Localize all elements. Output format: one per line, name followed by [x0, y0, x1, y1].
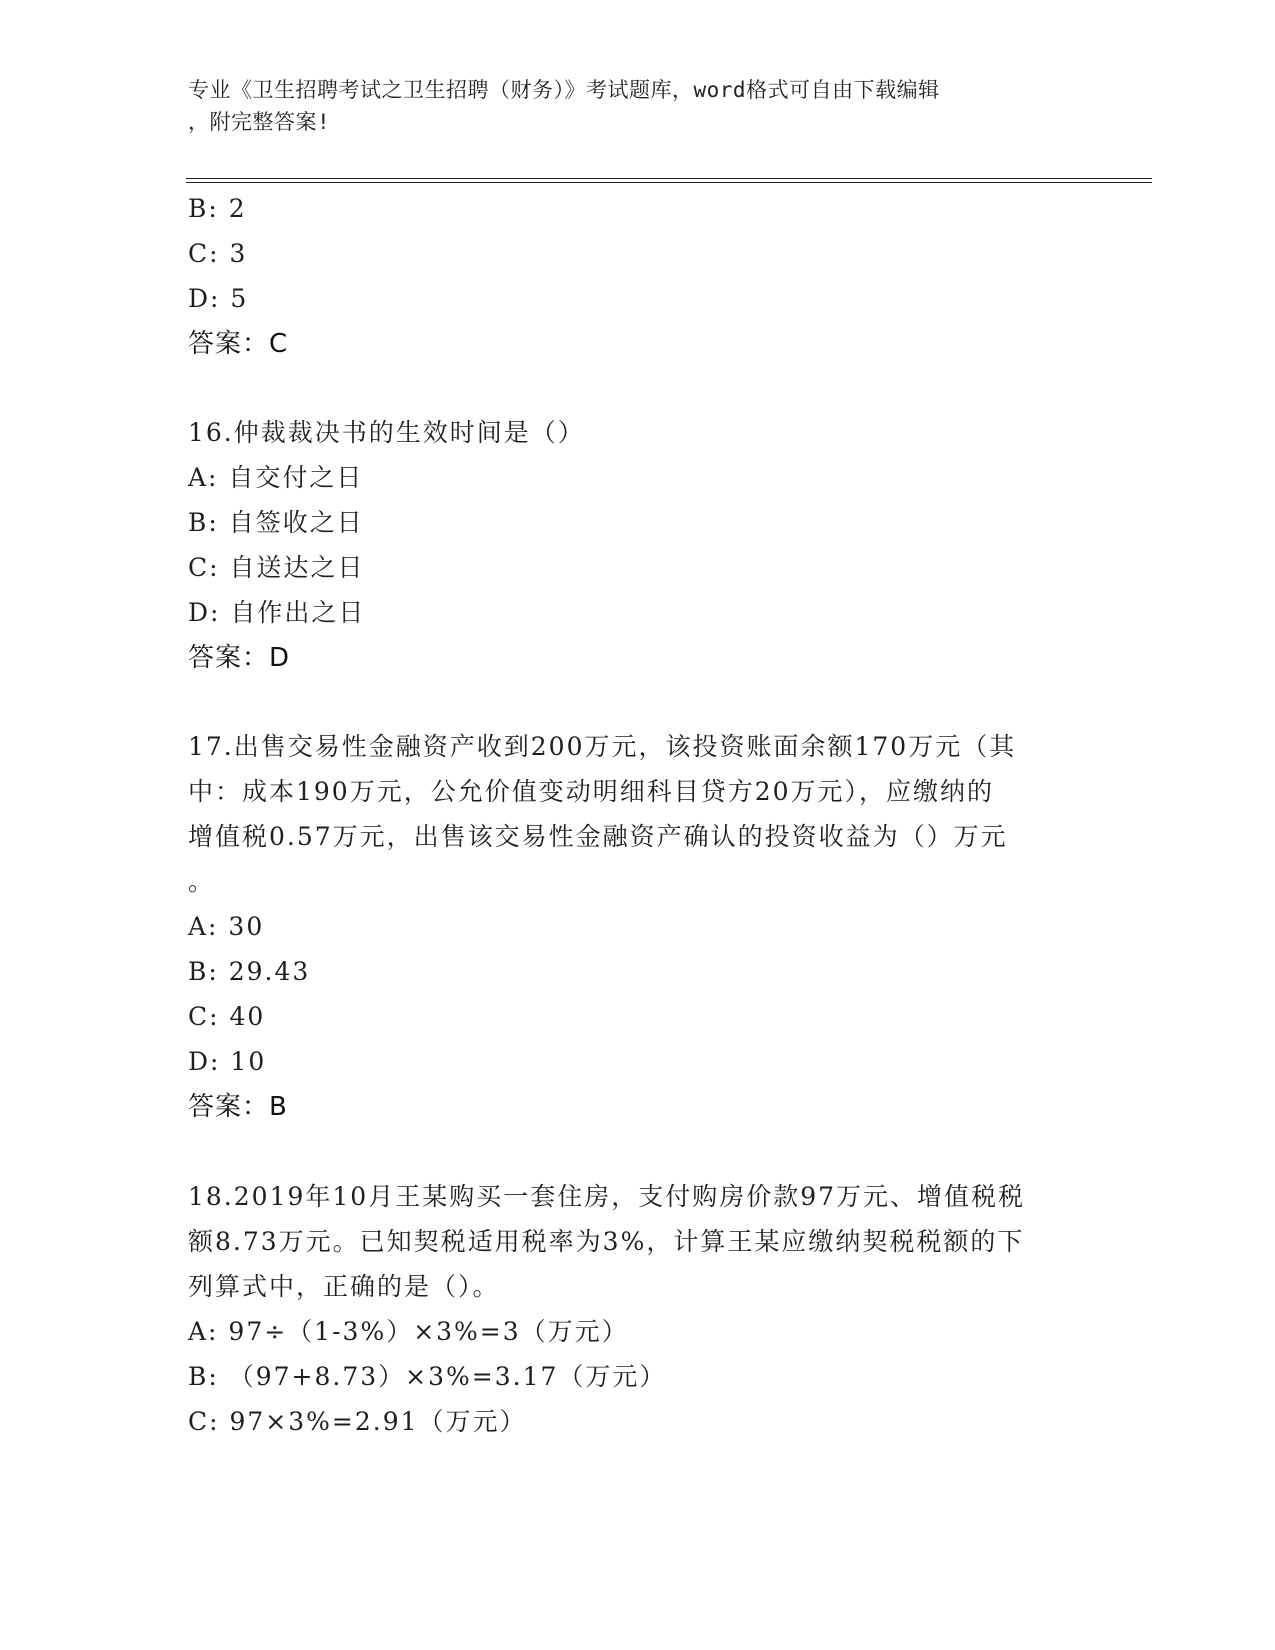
- header-divider-bottom: [186, 182, 1152, 183]
- q15-answer: 答案：C: [188, 329, 289, 359]
- q18-stem-line-3: 列算式中，正确的是（）。: [188, 1272, 500, 1301]
- q16-option-d: D: 自作出之日: [188, 598, 366, 627]
- header-divider-top: [186, 178, 1152, 179]
- q17-stem-line-1: 17.出售交易性金融资产收到200万元，该投资账面余额170万元（其: [188, 732, 1017, 761]
- q18-stem-line-1: 18.2019年10月王某购买一套住房，支付购房价款97万元、增值税税: [188, 1182, 1026, 1211]
- q16-stem: 16.仲裁裁决书的生效时间是（）: [188, 418, 585, 447]
- q18-option-b: B: （97+8.73）×3%=3.17（万元）: [188, 1362, 667, 1391]
- q17-option-b: B: 29.43: [188, 957, 311, 986]
- header-title-line: 专业《卫生招聘考试之卫生招聘（财务）》考试题库，word格式可自由下载编辑: [188, 78, 940, 102]
- q18-option-a: A: 97÷（1-3%）×3%=3（万元）: [188, 1317, 629, 1346]
- q15-option-d: D: 5: [188, 284, 249, 313]
- q18-stem-line-2: 额8.73万元。已知契税适用税率为3%，计算王某应缴纳契税税额的下: [188, 1227, 1025, 1256]
- q17-option-c: C: 40: [188, 1002, 266, 1031]
- q15-option-b: B: 2: [188, 194, 247, 223]
- header-subtitle-line: ，附完整答案!: [188, 110, 331, 134]
- q17-option-d: D: 10: [188, 1047, 267, 1076]
- q17-answer: 答案：B: [188, 1092, 288, 1122]
- q17-stem-line-4: 。: [188, 867, 216, 896]
- q17-stem-line-2: 中：成本190万元，公允价值变动明细科目贷方20万元），应缴纳的: [188, 777, 995, 806]
- q17-stem-line-3: 增值税0.57万元，出售该交易性金融资产确认的投资收益为（）万元: [188, 822, 1008, 851]
- q18-option-c: C: 97×3%=2.91（万元）: [188, 1407, 527, 1436]
- q17-option-a: A: 30: [188, 912, 265, 941]
- q16-option-c: C: 自送达之日: [188, 553, 365, 582]
- q16-answer: 答案：D: [188, 643, 291, 673]
- q15-option-c: C: 3: [188, 239, 248, 268]
- q16-option-b: B: 自签收之日: [188, 508, 364, 537]
- document-header: [188, 74, 1088, 138]
- q16-option-a: A: 自交付之日: [188, 463, 364, 492]
